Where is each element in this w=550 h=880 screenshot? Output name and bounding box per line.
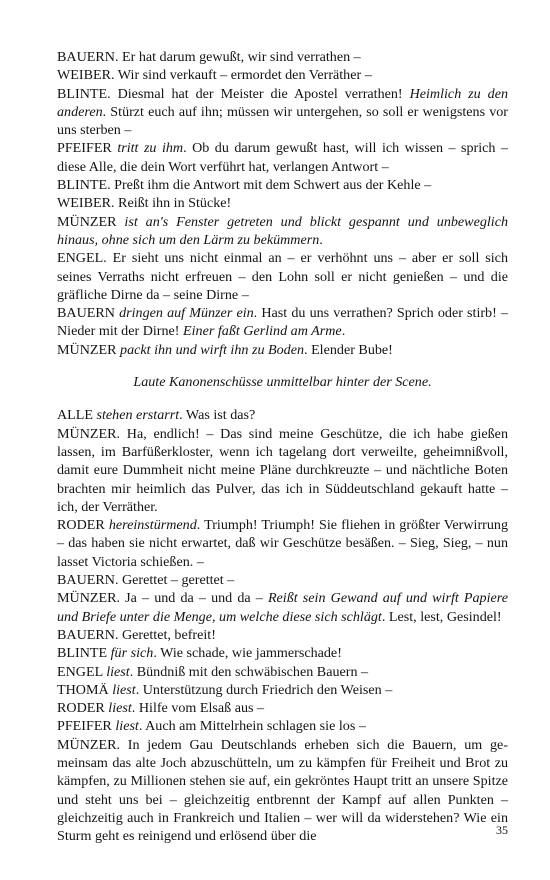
stage-direction-inline: tritt zu ihm	[117, 140, 184, 157]
dialogue-text: . Triumph! Triumph! Sie fliehen in größter Verwirrung – das haben sie nicht erwartet, daß wir Geschütze besäßen. – Sieg, Sieg, – nun lasset Victoria schießen. –	[57, 517, 508, 570]
dialogue-paragraph	[57, 304, 508, 341]
dialogue-text: MÜNZER	[57, 213, 125, 230]
stage-direction-inline: liest	[115, 718, 139, 735]
dialogue-text: BLINTE. Diesmal hat der Meister die Apostel verrathen!	[57, 85, 410, 102]
dialogue-paragraph	[57, 66, 508, 84]
page-number: 35	[496, 823, 508, 837]
dialogue-text: . Wie schade, wie jammerschade!	[153, 645, 342, 662]
dialogue-paragraph	[57, 717, 508, 735]
dialogue-text: MÜNZER. In jedem Gau Deutschlands erheben sich die Bauern, um gemeinsam das alte Joch abzuschütteln, um zu kämpfen für Freiheit und Brot zu kämpfen, zu Millionen stehen sie auf, ein gekröntes Haupt tritt an unsere Spitze und steht uns bei – gleichzeitig entbrennt der Kampf auf allen Punkten – gleichzeitig auch in Frankreich und Italien – wer will da widerstehen? Wie ein Sturm geht es reinigend und erlösend über die	[57, 736, 508, 845]
dialogue-paragraph	[57, 139, 508, 176]
body-text	[57, 48, 508, 845]
dialogue-paragraph	[57, 626, 508, 644]
dialogue-paragraph	[57, 194, 508, 212]
stage-direction-inline: Reißt sein Gewand auf und wirft Papiere und Briefe unter die Menge, um welche diese sich schlägt	[57, 590, 508, 625]
dialogue-text: WEIBER. Reißt ihn in Stücke!	[57, 195, 232, 212]
dialogue-text: .	[341, 323, 346, 340]
dialogue-text: RODER	[57, 700, 109, 717]
stage-direction-inline: liest	[112, 681, 136, 698]
stage-direction-inline: ist an's Fenster getreten und blickt gespannt und unbeweglich hinaus, ohne sich um den Lärm zu bekümmern	[57, 213, 509, 248]
stage-direction-inline: Heimlich zu den anderen	[57, 85, 509, 120]
dialogue-paragraph	[57, 425, 508, 516]
dialogue-text: WEIBER. Wir sind verkauft – ermordet den Verräther –	[57, 67, 372, 84]
dialogue-text: BAUERN. Er hat darum gewußt, wir sind verrathen –	[57, 49, 361, 65]
dialogue-text: RODER	[57, 517, 109, 534]
dialogue-paragraph	[57, 644, 508, 662]
stage-direction-inline: hereinstürmend	[108, 517, 197, 534]
dialogue-paragraph	[57, 85, 508, 140]
dialogue-text: . Auch am Mittelrhein schlagen sie los –	[138, 718, 366, 735]
dialogue-text: MÜNZER. Ja – und da – und da –	[57, 590, 268, 607]
stage-direction-inline: packt ihn und wirft ihn zu Boden	[120, 341, 305, 358]
dialogue-text: BLINTE	[57, 645, 111, 662]
dialogue-text: . Ob du darum gewußt hast, will ich wissen – sprich – diese Alle, die dein Wort verführt hat, verlangen Antwort –	[57, 140, 508, 175]
dialogue-text: . Unterstützung durch Friedrich den Weisen –	[135, 681, 393, 698]
stage-direction-inline: für sich	[110, 645, 154, 662]
dialogue-text: . Hast du uns verrathen? Sprich oder stirb! – Nieder mit der Dirne!	[57, 305, 508, 340]
dialogue-text: MÜNZER	[57, 341, 121, 358]
dialogue-paragraph	[57, 213, 508, 250]
dialogue-text: ENGEL. Er sieht uns nicht einmal an – er verhöhnt uns – aber er soll sich seines Verraths nicht erfreuen – den Lohn soll er nicht genießen – und die gräfliche Dirne da – seine Dirne –	[57, 250, 508, 303]
dialogue-text: PFEIFER	[57, 140, 118, 157]
dialogue-paragraph	[57, 516, 508, 571]
dialogue-paragraph	[57, 176, 508, 194]
dialogue-text: . Stürzt euch auf ihn; müssen wir untergehen, so soll er wenigstens vor uns sterben –	[57, 103, 508, 139]
dialogue-text: THOMÄ	[57, 681, 113, 698]
dialogue-paragraph	[57, 571, 508, 589]
dialogue-text: BAUERN	[57, 305, 120, 322]
dialogue-text: MÜNZER. Ha, endlich! – Das sind meine Geschütze, die ich habe gießen lassen, im Barfüßerkloster, wenn ich tagelang dort verweilte, geheimnißvoll, damit eure Dummheit nicht meine Pläne durchkreuzte – und nächtliche Boten brachten mir heimlich das Pulver, das ich in Süddeutschland gekauft hatte – ich, der Verräther.	[57, 425, 508, 515]
stage-direction-inline: dringen auf Münzer ein	[119, 305, 254, 322]
dialogue-paragraph	[57, 589, 508, 626]
dialogue-paragraph	[57, 249, 508, 304]
stage-direction-inline: Einer faßt Gerlind am Arme	[183, 323, 342, 340]
dialogue-text: BLINTE. Preßt ihm die Antwort mit dem Schwert aus der Kehle –	[57, 177, 432, 194]
dialogue-paragraph	[57, 663, 508, 681]
dialogue-text: . Lest, lest, Gesindel!	[381, 608, 502, 625]
dialogue-text: . Bündniß mit den schwäbischen Bauern –	[129, 663, 369, 680]
dialogue-text: . Hilfe vom Elsaß aus –	[131, 700, 265, 717]
dialogue-text: . Was ist das?	[179, 407, 256, 424]
stage-direction-inline: stehen erstarrt	[96, 407, 180, 424]
stage-direction-inline: liest	[108, 700, 132, 717]
stage-direction-inline: liest	[106, 663, 130, 680]
dialogue-paragraph	[57, 341, 508, 359]
dialogue-paragraph	[57, 681, 508, 699]
dialogue-text: ALLE	[57, 407, 97, 424]
dialogue-text: .	[319, 231, 323, 248]
dialogue-paragraph	[57, 699, 508, 717]
dialogue-text: BAUERN. Gerettet, befreit!	[57, 626, 216, 643]
stage-direction: Laute Kanonenschüsse unmittelbar hinter der Scene.	[133, 374, 432, 391]
dialogue-text: PFEIFER	[57, 718, 116, 735]
dialogue-paragraph	[57, 406, 508, 424]
dialogue-text: ENGEL	[57, 663, 107, 680]
dialogue-text: . Elender Bube!	[304, 341, 393, 358]
dialogue-text: BAUERN. Gerettet – gerettet –	[57, 572, 235, 589]
dialogue-paragraph	[57, 48, 508, 66]
